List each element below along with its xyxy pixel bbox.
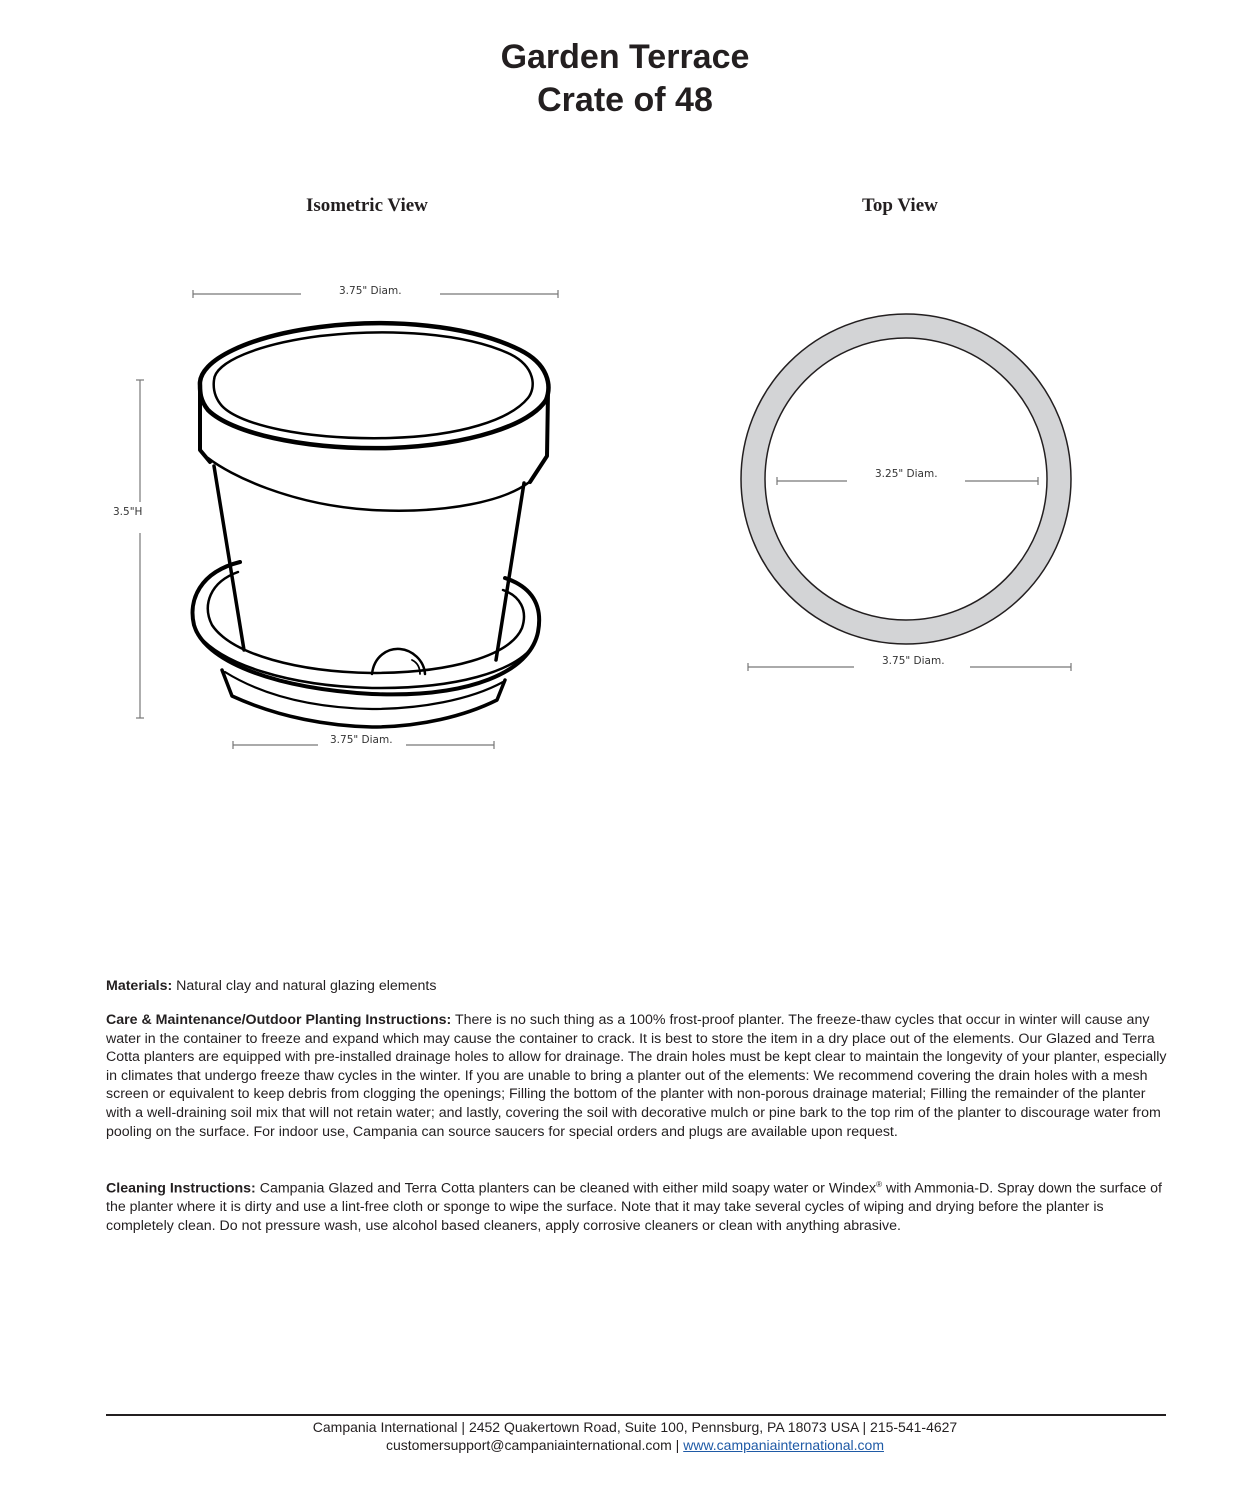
materials-text: Natural clay and natural glazing elements <box>172 978 437 994</box>
care-heading: Care & Maintenance/Outdoor Planting Instructions: <box>106 1012 452 1028</box>
saucer-inner-rim <box>208 572 524 673</box>
cleaning-instructions-paragraph <box>106 1176 1168 1236</box>
registered-mark: ® <box>876 1180 883 1189</box>
pot-body-left-side <box>214 466 244 650</box>
top-view-outer-diameter-label: 3.75" Diam. <box>882 655 945 667</box>
footer-divider <box>106 1414 1166 1416</box>
cleaning-text-after: with Ammonia-D. Spray down the surface of the planter where it is dirty and use a lint-free cloth or sponge to wipe the surface. Note that it may take several cycles of wiping and drying before the planter is completely clean. Do not pressure wash, use alcohol based cleaners, apply corrosive cleaners or clean with anything abrasive. <box>106 1180 1162 1234</box>
materials-heading: Materials: <box>106 978 173 994</box>
pot-top-rim-inner <box>214 332 533 438</box>
top-view-inner-diameter-label: 3.25" Diam. <box>875 468 938 480</box>
care-text: There is no such thing as a 100% frost-proof planter. The freeze-thaw cycles that occur in winter will cause any water in the container to freeze and expand which may cause the container to crack. It is best to store the item in a dry place out of the elements. Our Glazed and Terra Cotta planters are equipped with pre-installed drainage holes to allow for drainage. The drain holes must be kept clear to maintain the longevity of your planter, especially in climates that undergo freeze thaw cycles in the winter. If you are unable to bring a planter out of the elements: We recommend covering the drain holes with a mesh screen or equivalent to keep debris from clogging the openings; Filling the bottom of the planter with non-porous drainage material; Filling the remainder of the planter with a well-draining soil mix that will not retain water; and lastly, covering the soil with decorative mulch or pine bark to the top rim of the planter to discourage water from pooling on the surface. For indoor use, Campania can source saucers for special orders and plugs are available upon request. <box>106 1012 1167 1140</box>
footer-email: customersupport@campaniainternational.com <box>386 1437 672 1453</box>
isometric-view-label: Isometric View <box>306 195 428 216</box>
isometric-top-diameter-label: 3.75" Diam. <box>339 285 402 297</box>
footer-contact <box>0 1437 1250 1453</box>
isometric-bottom-diameter-label: 3.75" Diam. <box>330 734 393 746</box>
cleaning-heading: Cleaning Instructions: <box>106 1180 256 1197</box>
footer-separator: | <box>671 1437 684 1453</box>
top-view-label: Top View <box>862 195 938 216</box>
cleaning-text-before: Campania Glazed and Terra Cotta planters can be cleaned with either mild soapy water or Windex <box>255 1180 877 1197</box>
footer-address: Campania International | 2452 Quakertown Road, Suite 100, Pennsburg, PA 18073 USA | 215-541-4627 <box>312 1419 958 1435</box>
pot-top-rim-outer <box>200 323 548 448</box>
product-title: Garden Terrace <box>500 38 750 76</box>
product-subtitle: Crate of 48 <box>537 81 713 119</box>
footer-website-link[interactable]: www.campaniainternational.com <box>683 1437 884 1453</box>
care-instructions-paragraph <box>106 1011 1168 1141</box>
pot-isometric-drawing <box>193 323 549 727</box>
materials-paragraph <box>106 977 1168 996</box>
isometric-height-dimension-line <box>136 380 144 718</box>
isometric-height-label: 3.5"H <box>113 506 143 518</box>
pot-rim-band-bottom <box>208 458 528 511</box>
